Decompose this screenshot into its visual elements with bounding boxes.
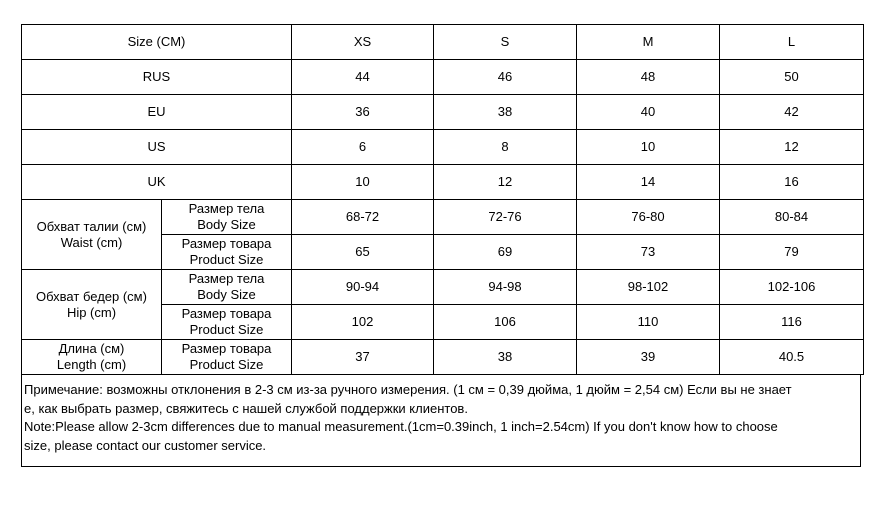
size-s-header: S xyxy=(434,25,577,60)
table-cell: 40 xyxy=(577,95,720,130)
note-ru-line-2: е, как выбрать размер, свяжитесь с нашей службой поддержки клиентов. xyxy=(24,400,468,416)
table-row-us xyxy=(22,130,864,165)
group-label-length xyxy=(22,340,162,375)
table-cell: 72-76 xyxy=(434,200,577,235)
table-cell: 42 xyxy=(720,95,864,130)
table-row-eu xyxy=(22,95,864,130)
table-cell: 38 xyxy=(434,95,577,130)
sub-label-ru: Размер товара xyxy=(181,341,272,356)
table-row-waist-body xyxy=(22,200,864,235)
table-cell: 12 xyxy=(434,165,577,200)
row-label: RUS xyxy=(22,60,292,95)
row-label: US xyxy=(22,130,292,165)
table-cell: 65 xyxy=(292,235,434,270)
group-label-en: Waist (cm) xyxy=(60,234,123,250)
table-cell: 102 xyxy=(292,305,434,340)
table-cell: 76-80 xyxy=(577,200,720,235)
size-l-header: L xyxy=(720,25,864,60)
table-cell: 10 xyxy=(577,130,720,165)
table-cell: 79 xyxy=(720,235,864,270)
table-cell: 90-94 xyxy=(292,270,434,305)
table-cell: 38 xyxy=(434,340,577,375)
table-cell: 80-84 xyxy=(720,200,864,235)
table-row-rus xyxy=(22,60,864,95)
table-cell: 8 xyxy=(434,130,577,165)
note-en-line-1: Note:Please allow 2-3cm differences due to manual measurement.(1cm=0.39inch, 1 inch=2.54cm) If you don't know how to choose xyxy=(24,419,778,434)
size-xs-header: XS xyxy=(292,25,434,60)
table-cell: 46 xyxy=(434,60,577,95)
sub-label xyxy=(162,305,292,340)
group-label-en: Length (cm) xyxy=(56,357,127,372)
table-cell: 16 xyxy=(720,165,864,200)
table-cell: 69 xyxy=(434,235,577,270)
group-label-ru: Длина (см) xyxy=(58,341,125,356)
sub-label-en: Product Size xyxy=(189,322,264,337)
measurement-note xyxy=(21,375,861,467)
table-cell: 44 xyxy=(292,60,434,95)
table-cell: 48 xyxy=(577,60,720,95)
size-chart xyxy=(21,24,863,467)
table-row-uk xyxy=(22,165,864,200)
table-cell: 6 xyxy=(292,130,434,165)
sub-label-en: Product Size xyxy=(189,357,264,372)
size-table xyxy=(21,24,864,375)
note-en-line-2: size, please contact our customer service. xyxy=(24,437,267,453)
table-cell: 110 xyxy=(577,305,720,340)
group-label-en: Hip (cm) xyxy=(66,304,117,320)
table-cell: 40.5 xyxy=(720,340,864,375)
table-cell: 98-102 xyxy=(577,270,720,305)
group-label-waist xyxy=(22,200,162,270)
table-cell: 14 xyxy=(577,165,720,200)
table-cell: 10 xyxy=(292,165,434,200)
sub-label xyxy=(162,270,292,305)
table-row-length-product xyxy=(22,340,864,375)
table-cell: 106 xyxy=(434,305,577,340)
row-label: UK xyxy=(22,165,292,200)
group-label-ru: Обхват бедер (см) xyxy=(36,288,147,304)
sub-label-ru: Размер товара xyxy=(181,236,272,251)
sub-label-en: Body Size xyxy=(197,287,256,302)
sub-label-ru: Размер тела xyxy=(188,271,265,286)
table-cell: 94-98 xyxy=(434,270,577,305)
table-cell: 12 xyxy=(720,130,864,165)
table-cell: 37 xyxy=(292,340,434,375)
note-ru-line-1: Примечание: возможны отклонения в 2-3 см из-за ручного измерения. (1 см = 0,39 дюйма, 1 дюйм = 2,54 см) Если вы не знает xyxy=(24,382,792,397)
row-label: EU xyxy=(22,95,292,130)
table-cell: 50 xyxy=(720,60,864,95)
group-label-hip xyxy=(22,270,162,340)
sub-label xyxy=(162,340,292,375)
table-header-row xyxy=(22,25,864,60)
table-cell: 68-72 xyxy=(292,200,434,235)
table-row-hip-body xyxy=(22,270,864,305)
sub-label xyxy=(162,235,292,270)
sub-label-ru: Размер товара xyxy=(181,306,272,321)
sub-label-en: Product Size xyxy=(189,252,264,267)
table-cell: 116 xyxy=(720,305,864,340)
table-cell: 102-106 xyxy=(720,270,864,305)
table-cell: 39 xyxy=(577,340,720,375)
group-label-ru: Обхват талии (см) xyxy=(36,218,147,234)
header-label: Size (CM) xyxy=(22,25,292,60)
size-m-header: M xyxy=(577,25,720,60)
sub-label xyxy=(162,200,292,235)
table-cell: 36 xyxy=(292,95,434,130)
sub-label-ru: Размер тела xyxy=(188,201,265,216)
table-cell: 73 xyxy=(577,235,720,270)
sub-label-en: Body Size xyxy=(197,217,256,232)
